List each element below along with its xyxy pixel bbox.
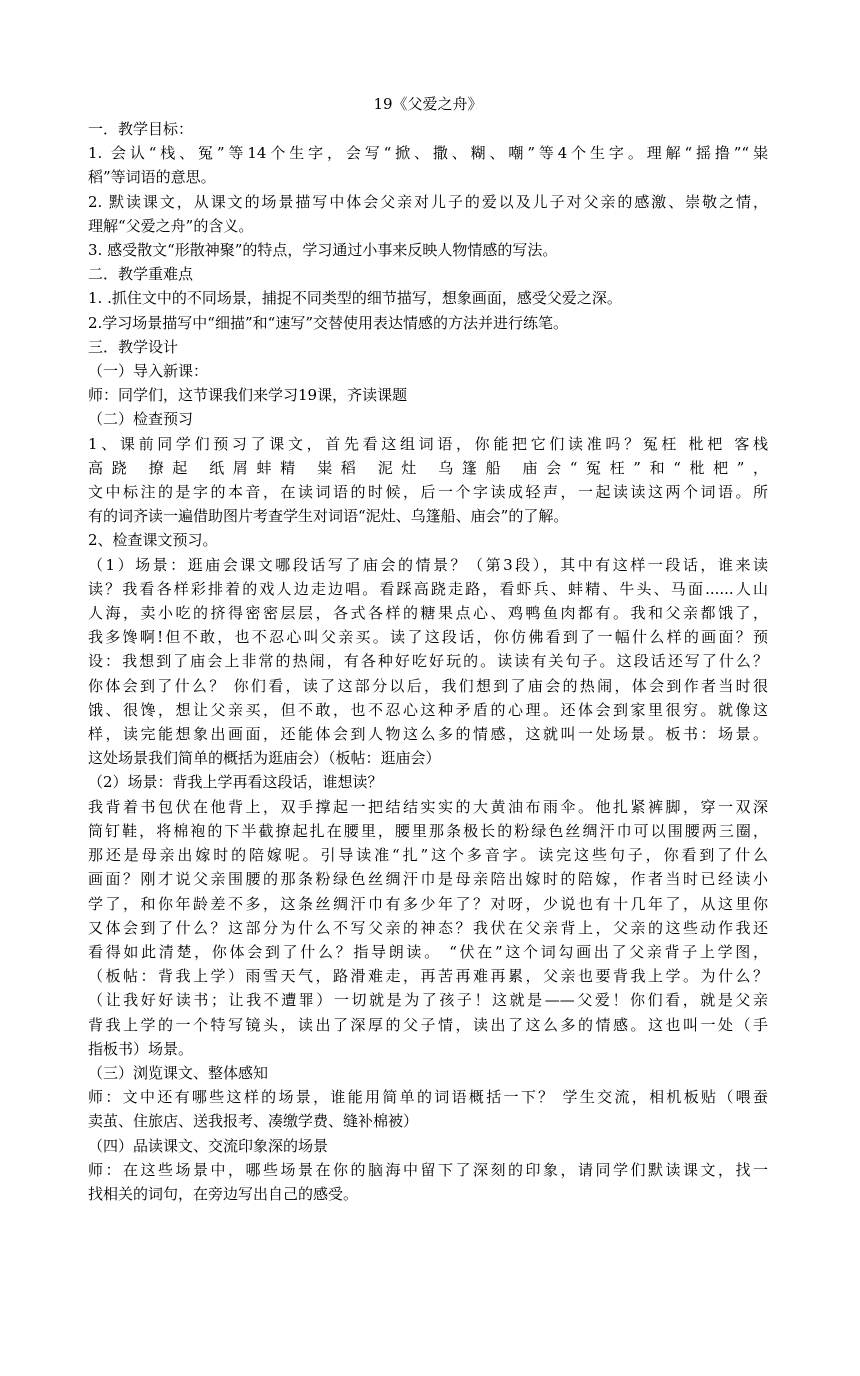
text-line: 卖茧、住旅店、送我报考、凑缴学费、缝补棉被） [88,1112,419,1131]
document-body [88,117,768,1206]
text-line: 背我上学的一个特写镜头，读出了深厚的父子情，读出了这么多的情感。这也叫一处（手 [88,1015,768,1034]
text-line: 稻”等词语的意思。 [88,168,216,187]
text-line: （四）品读课文、交流印象深的场景 [88,1136,329,1155]
text-line: 设：我想到了庙会上非常的热闹，有各种好吃好玩的。读读有关句子。这段话还写了什么？ [88,652,768,671]
text-line: 2. 默读课文，从课文的场景描写中体会父亲对儿子的爱以及儿子对父亲的感激、崇敬之情， [88,192,768,211]
text-line: 二．教学重难点 [88,265,194,284]
document-title: 19《父爱之舟》 [373,95,483,113]
text-line: 又体会到了什么？这部分为什么不写父亲的神态？我伏在父亲背上，父亲的这些动作我还 [88,918,768,937]
text-line: 读？我看各样彩排着的戏人边走边唱。看踩高跷走路，看虾兵、蚌精、牛头、马面......人山 [88,579,768,598]
text-line: 我背着书包伏在他背上，双手撑起一把结结实实的大黄油布雨伞。他扎紧裤脚，穿一双深 [88,797,768,816]
text-line: 高跷 撩起 纸屑蚌精 粜稻 泥灶 乌篷船 庙会“冤枉”和“枇杷”， [88,458,768,477]
text-line: 文中标注的是字的本音，在读词语的时候，后一个字读成轻声，一起读读这两个词语。所 [88,483,768,502]
text-line: （一）导入新课： [88,362,209,381]
text-line: 2.学习场景描写中“细描”和“速写”交替使用表达情感的方法并进行练笔。 [88,313,568,332]
text-line: 人海，卖小吃的挤得密密层层，各式各样的糖果点心、鸡鸭鱼肉都有。我和父亲都饿了， [88,604,768,623]
text-line: 师：在这些场景中，哪些场景在你的脑海中留下了深刻的印象，请同学们默读课文，找一 [88,1160,768,1179]
text-line: 有的词齐读一遍借助图片考查学生对词语“泥灶、乌篷船、庙会”的了解。 [88,507,569,526]
text-line: 理解“父爱之舟”的含义。 [88,216,254,235]
text-line: 筒钉鞋，将棉袍的下半截撩起扎在腰里，腰里那条极长的粉绿色丝绸汗巾可以围腰两三圈， [88,821,768,840]
text-line: 一．教学目标： [88,120,194,138]
text-line: 画面？刚才说父亲围腰的那条粉绿色丝绸汗巾是母亲陪出嫁时的陪嫁，作者当时已经读小 [88,870,768,889]
text-line: （二）检查预习 [88,410,194,429]
text-line: （三）浏览课文、整体感知 [88,1063,269,1082]
document-page [88,92,768,1206]
text-line: 你体会到了什么？ 你们看，读了这部分以后，我们想到了庙会的热闹，体会到作者当时很 [88,676,768,695]
text-line: 我多馋啊!但不敢，也不忍心叫父亲买。读了这段话，你仿佛看到了一幅什么样的画面？预 [88,628,768,647]
text-line: 看得如此清楚，你体会到了什么？指导朗读。 “伏在”这个词勾画出了父亲背子上学图， [88,942,768,961]
text-line: 1. .抓住文中的不同场景，捕捉不同类型的细节描写，想象画面，感受父爱之深。 [88,289,622,308]
text-line: 师：同学们，这节课我们来学习19课，齐读课题 [88,386,408,405]
text-line: 2、检查课文预习。 [88,531,218,550]
text-line: 饿、很馋，想让父亲买，但不敢，也不忍心这种矛盾的心理。还体会到家里很穷。就像这 [88,700,768,719]
text-line: 指板书）场景。 [88,1039,194,1058]
text-line: 1、课前同学们预习了课文，首先看这组词语，你能把它们读准吗？冤枉 枇杷 客栈 [88,434,768,453]
text-line: （板帖：背我上学）雨雪天气，路滑难走，再苦再难再累，父亲也要背我上学。为什么？ [88,967,768,986]
text-line: 师：文中还有哪些这样的场景，谁能用简单的词语概括一下？ 学生交流，相机板贴（喂蚕 [88,1088,768,1107]
text-line: 学了，和你年龄差不多，这条丝绸汗巾有多少年了？对呀，少说也有十几年了，从这里你 [88,894,768,913]
text-line: （让我好好读书；让我不遭罪）一切就是为了孩子！这就是——父爱！你们看，就是父亲 [88,991,768,1010]
text-line: 找相关的词句，在旁边写出自己的感受。 [88,1184,359,1203]
text-line: 1. 会认“栈、冤”等14个生字，会写“掀、撒、糊、嘲”等4个生字。理解“摇撸”“粜 [88,144,768,163]
text-line: 样，读完能想象出画面，还能体会到人物这么多的情感，这就叫一处场景。板书：场景。 [88,725,768,744]
text-line: 3. 感受散文“形散神聚”的特点，学习通过小事来反映人物情感的写法。 [88,241,558,260]
text-line: （1）场景：逛庙会课文哪段话写了庙会的情景？（第3段），其中有这样一段话，谁来读 [88,555,768,574]
text-line: 这处场景我们简单的概括为逛庙会）（板帖：逛庙会） [88,749,441,768]
text-line: 三．教学设计 [88,337,179,356]
text-line: 那还是母亲出嫁时的陪嫁呢。引导读准“扎”这个多音字。读完这些句子，你看到了什么 [88,846,768,865]
text-line: （2）场景：背我上学再看这段话，谁想读？ [88,773,383,792]
